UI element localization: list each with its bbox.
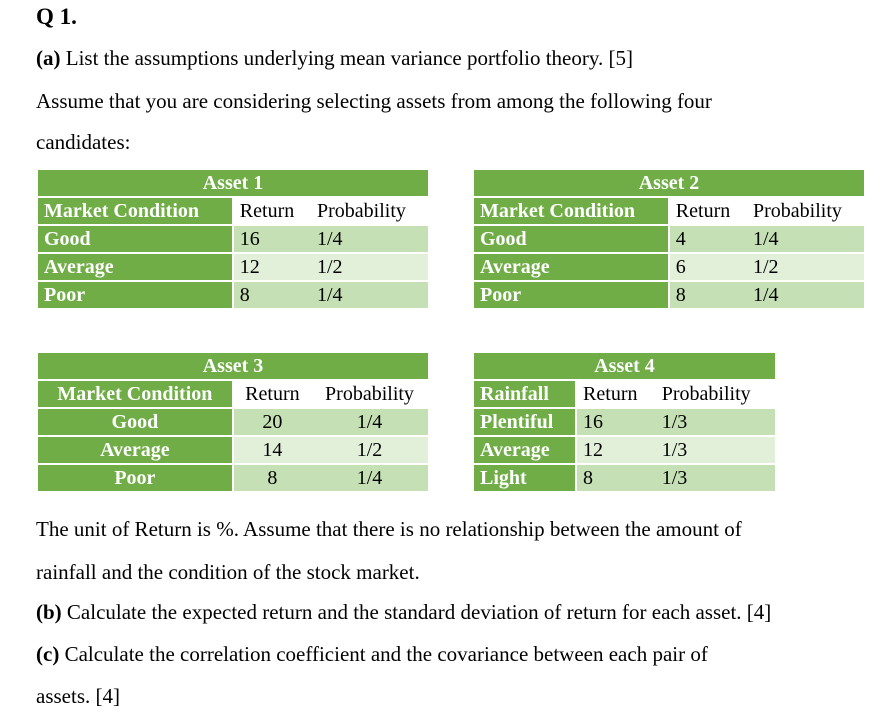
asset-table-title: Asset 2 [474, 170, 864, 197]
table-row [38, 436, 428, 464]
return-cell: 20 [233, 408, 311, 436]
table-row [474, 281, 864, 309]
probability-cell: 1/4 [747, 281, 864, 309]
probability-cell: 1/3 [656, 464, 775, 492]
part-b [36, 600, 771, 625]
row-label: Average [474, 253, 669, 281]
probability-cell: 1/4 [311, 464, 428, 492]
table-row [474, 408, 775, 436]
return-cell: 8 [233, 281, 311, 309]
part-c-line-2: assets. [4] [36, 684, 120, 708]
asset-2-table [474, 170, 864, 310]
row-label: Light [474, 464, 576, 492]
probability-cell: 1/2 [311, 436, 428, 464]
return-cell: 12 [576, 436, 656, 464]
column-header: Return [233, 197, 311, 225]
table-row [474, 253, 864, 281]
asset-1-table [38, 170, 428, 310]
part-c-text: Calculate the correlation coefficient and the covariance between each pair of [64, 642, 708, 666]
row-label: Good [38, 225, 233, 253]
unit-line-2: rainfall and the condition of the stock market. [36, 560, 420, 584]
row-label: Good [474, 225, 669, 253]
column-header: Return [576, 380, 656, 408]
probability-cell: 1/4 [747, 225, 864, 253]
return-cell: 4 [669, 225, 747, 253]
part-a-label: (a) [36, 46, 61, 70]
probability-cell: 1/3 [656, 436, 775, 464]
question-title: Q 1. [36, 4, 77, 29]
return-cell: 6 [669, 253, 747, 281]
part-c-label: (c) [36, 642, 60, 666]
column-header: Return [233, 380, 311, 408]
probability-cell: 1/4 [311, 225, 428, 253]
part-a [36, 46, 633, 71]
return-cell: 14 [233, 436, 311, 464]
return-cell: 8 [233, 464, 311, 492]
row-label: Plentiful [474, 408, 576, 436]
return-cell: 12 [233, 253, 311, 281]
probability-cell: 1/4 [311, 281, 428, 309]
column-header: Return [669, 197, 747, 225]
table-row [38, 225, 428, 253]
table-row [38, 281, 428, 309]
part-c [36, 642, 708, 667]
probability-cell: 1/2 [311, 253, 428, 281]
asset-table-title: Asset 1 [38, 170, 428, 197]
column-header: Probability [747, 197, 864, 225]
return-cell: 16 [233, 225, 311, 253]
row-label: Average [474, 436, 576, 464]
intro-line-1: Assume that you are considering selecting assets from among the following four [36, 89, 712, 113]
asset-3-table [38, 353, 428, 493]
column-header: Probability [311, 197, 428, 225]
probability-cell: 1/3 [656, 408, 775, 436]
asset-table-title: Asset 3 [38, 353, 428, 380]
column-header: Market Condition [38, 380, 233, 408]
probability-cell: 1/4 [311, 408, 428, 436]
intro-line-2: candidates: [36, 130, 131, 154]
part-b-label: (b) [36, 600, 62, 624]
table-row [474, 436, 775, 464]
probability-cell: 1/2 [747, 253, 864, 281]
row-label: Good [38, 408, 233, 436]
row-label: Average [38, 436, 233, 464]
part-b-text: Calculate the expected return and the standard deviation of return for each asset. [4] [66, 600, 772, 624]
table-row [38, 464, 428, 492]
row-label: Poor [474, 281, 669, 309]
part-a-text: List the assumptions underlying mean variance portfolio theory. [5] [65, 46, 633, 70]
row-label: Poor [38, 464, 233, 492]
row-label: Poor [38, 281, 233, 309]
return-cell: 16 [576, 408, 656, 436]
column-header: Rainfall [474, 380, 576, 408]
asset-table-title: Asset 4 [474, 353, 775, 380]
column-header: Probability [656, 380, 775, 408]
unit-line-1: The unit of Return is %. Assume that there is no relationship between the amount of [36, 517, 742, 541]
return-cell: 8 [669, 281, 747, 309]
column-header: Probability [311, 380, 428, 408]
row-label: Average [38, 253, 233, 281]
return-cell: 8 [576, 464, 656, 492]
table-row [38, 253, 428, 281]
table-row [38, 408, 428, 436]
column-header: Market Condition [38, 197, 233, 225]
table-row [474, 225, 864, 253]
column-header: Market Condition [474, 197, 669, 225]
asset-4-table [474, 353, 775, 493]
table-row [474, 464, 775, 492]
